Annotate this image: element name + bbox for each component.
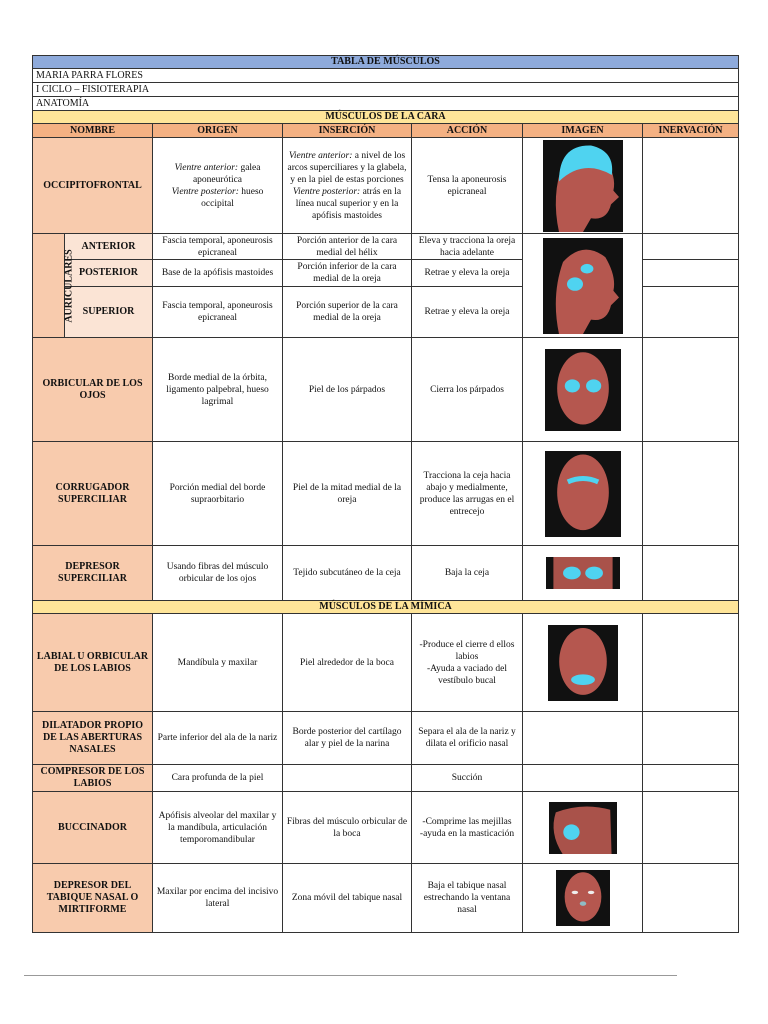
text-line: -Produce el cierre d ellos labios [419,639,515,662]
muscle-anatomy-image [543,238,623,334]
muscle-name: LABIAL U ORBICULAR DE LOS LABIOS [33,614,153,712]
insertion-cell: Porción superior de la cara medial de la oreja [283,287,412,338]
text-fragment: hueso occipital [201,186,264,209]
muscle-anatomy-image [556,870,610,926]
innervation-cell [643,138,739,234]
action-cell: Retrae y eleva la oreja [412,287,523,338]
insertion-cell [283,138,412,234]
text-fragment: a nivel de los arcos superciliares y la glabela, y en la piel de estas porciones [287,150,407,185]
action-cell: Tracciona la ceja hacia abajo y medialmente, produce las arrugas en el entrecejo [412,442,523,546]
column-header: ORIGEN [153,124,283,138]
image-cell [523,338,643,442]
action-cell: Baja el tabique nasal estrechando la ventana nasal [412,864,523,933]
insertion-cell: Porción inferior de la cara medial de la oreja [283,260,412,287]
course-name: ANATOMÍA [33,97,739,111]
column-header: INSERCIÓN [283,124,412,138]
belly-label: Vientre posterior: [171,186,239,197]
origin-cell: Parte inferior del ala de la nariz [153,712,283,765]
action-cell [412,614,523,712]
innervation-cell [643,792,739,864]
image-cell [523,864,643,933]
image-cell [523,442,643,546]
group-label [33,234,75,338]
muscle-name: OCCIPITOFRONTAL [33,138,153,234]
image-cell [523,234,643,338]
text-fragment: atrás en la línea nucal superior y en la apófisis mastoides [295,186,402,221]
innervation-cell [643,614,739,712]
group-label-text: AURICULARES [63,248,75,323]
innervation-cell [643,546,739,601]
origin-cell: Cara profunda de la piel [153,765,283,792]
insertion-cell: Piel alrededor de la boca [283,614,412,712]
action-cell: Tensa la aponeurosis epicraneal [412,138,523,234]
muscle-anatomy-image [545,349,621,431]
text-fragment: galea aponeurótica [192,162,261,185]
action-cell: Cierra los párpados [412,338,523,442]
insertion-cell: Fibras del músculo orbicular de la boca [283,792,412,864]
insertion-cell: Zona móvil del tabique nasal [283,864,412,933]
belly-label: Vientre anterior: [174,162,239,173]
muscle-name: COMPRESOR DE LOS LABIOS [33,765,153,792]
muscle-anatomy-image [546,557,620,589]
insertion-cell [283,765,412,792]
belly-label: Vientre anterior: [288,150,353,161]
text-line: -Comprime las mejillas [422,816,512,827]
action-cell: Eleva y tracciona la oreja hacia adelante [412,234,523,260]
action-cell: Baja la ceja [412,546,523,601]
footer-divider [24,975,677,976]
innervation-cell [643,260,739,287]
muscle-anatomy-image [543,140,623,232]
muscle-anatomy-image [545,451,621,537]
insertion-cell: Borde posterior del cartílago alar y piel de la narina [283,712,412,765]
innervation-cell [643,234,739,260]
muscle-name: DEPRESOR SUPERCILIAR [33,546,153,601]
muscle-name: CORRUGADOR SUPERCILIAR [33,442,153,546]
origin-cell: Fascia temporal, aponeurosis epicraneal [153,234,283,260]
origin-cell: Borde medial de la órbita, ligamento palpebral, hueso lagrimal [153,338,283,442]
muscle-name: ORBICULAR DE LOS OJOS [33,338,153,442]
action-cell [412,792,523,864]
column-header: NOMBRE [33,124,153,138]
column-header: IMAGEN [523,124,643,138]
innervation-cell [643,287,739,338]
action-cell: Succión [412,765,523,792]
image-cell [523,792,643,864]
innervation-cell [643,338,739,442]
muscle-name: BUCCINADOR [33,792,153,864]
origin-cell: Usando fibras del músculo orbicular de los ojos [153,546,283,601]
section-title: MÚSCULOS DE LA CARA [33,111,739,124]
innervation-cell [643,712,739,765]
muscle-name: ANTERIOR [65,234,153,260]
origin-cell: Apófisis alveolar del maxilar y la mandíbula, articulación temporomandibular [153,792,283,864]
muscle-anatomy-image [548,625,618,701]
insertion-cell: Porción anterior de la cara medial del hélix [283,234,412,260]
action-cell: Separa el ala de la nariz y dilata el orificio nasal [412,712,523,765]
text-line: -ayuda en la masticación [419,828,515,839]
innervation-cell [643,442,739,546]
muscle-name: SUPERIOR [65,287,153,338]
innervation-cell [643,765,739,792]
origin-cell: Base de la apófisis mastoides [153,260,283,287]
innervation-cell [643,864,739,933]
muscle-name: POSTERIOR [65,260,153,287]
belly-label: Vientre posterior: [292,186,361,197]
image-cell [523,138,643,234]
insertion-cell: Tejido subcutáneo de la ceja [283,546,412,601]
muscle-table [32,55,739,933]
action-cell: Retrae y eleva la oreja [412,260,523,287]
muscle-name: DILATADOR PROPIO DE LAS ABERTURAS NASALES [33,712,153,765]
image-cell [523,546,643,601]
document-title: TABLA DE MÚSCULOS [33,56,739,69]
origin-cell [153,138,283,234]
insertion-cell: Piel de los párpados [283,338,412,442]
section-title: MÚSCULOS DE LA MÍMICA [33,601,739,614]
origin-cell: Mandíbula y maxilar [153,614,283,712]
muscle-name: DEPRESOR DEL TABIQUE NASAL O MIRTIFORME [33,864,153,933]
origin-cell: Fascia temporal, aponeurosis epicraneal [153,287,283,338]
column-header: ACCIÓN [412,124,523,138]
muscle-anatomy-image [549,802,617,854]
insertion-cell: Piel de la mitad medial de la oreja [283,442,412,546]
image-cell [523,712,643,765]
origin-cell: Maxilar por encima del incisivo lateral [153,864,283,933]
column-header: INERVACIÓN [643,124,739,138]
cycle-program: I CICLO – FISIOTERAPIA [33,83,739,97]
text-line: -Ayuda a vaciado del vestíbulo bucal [426,663,508,686]
image-cell [523,614,643,712]
student-name: MARIA PARRA FLORES [33,69,739,83]
origin-cell: Porción medial del borde supraorbitario [153,442,283,546]
image-cell [523,765,643,792]
